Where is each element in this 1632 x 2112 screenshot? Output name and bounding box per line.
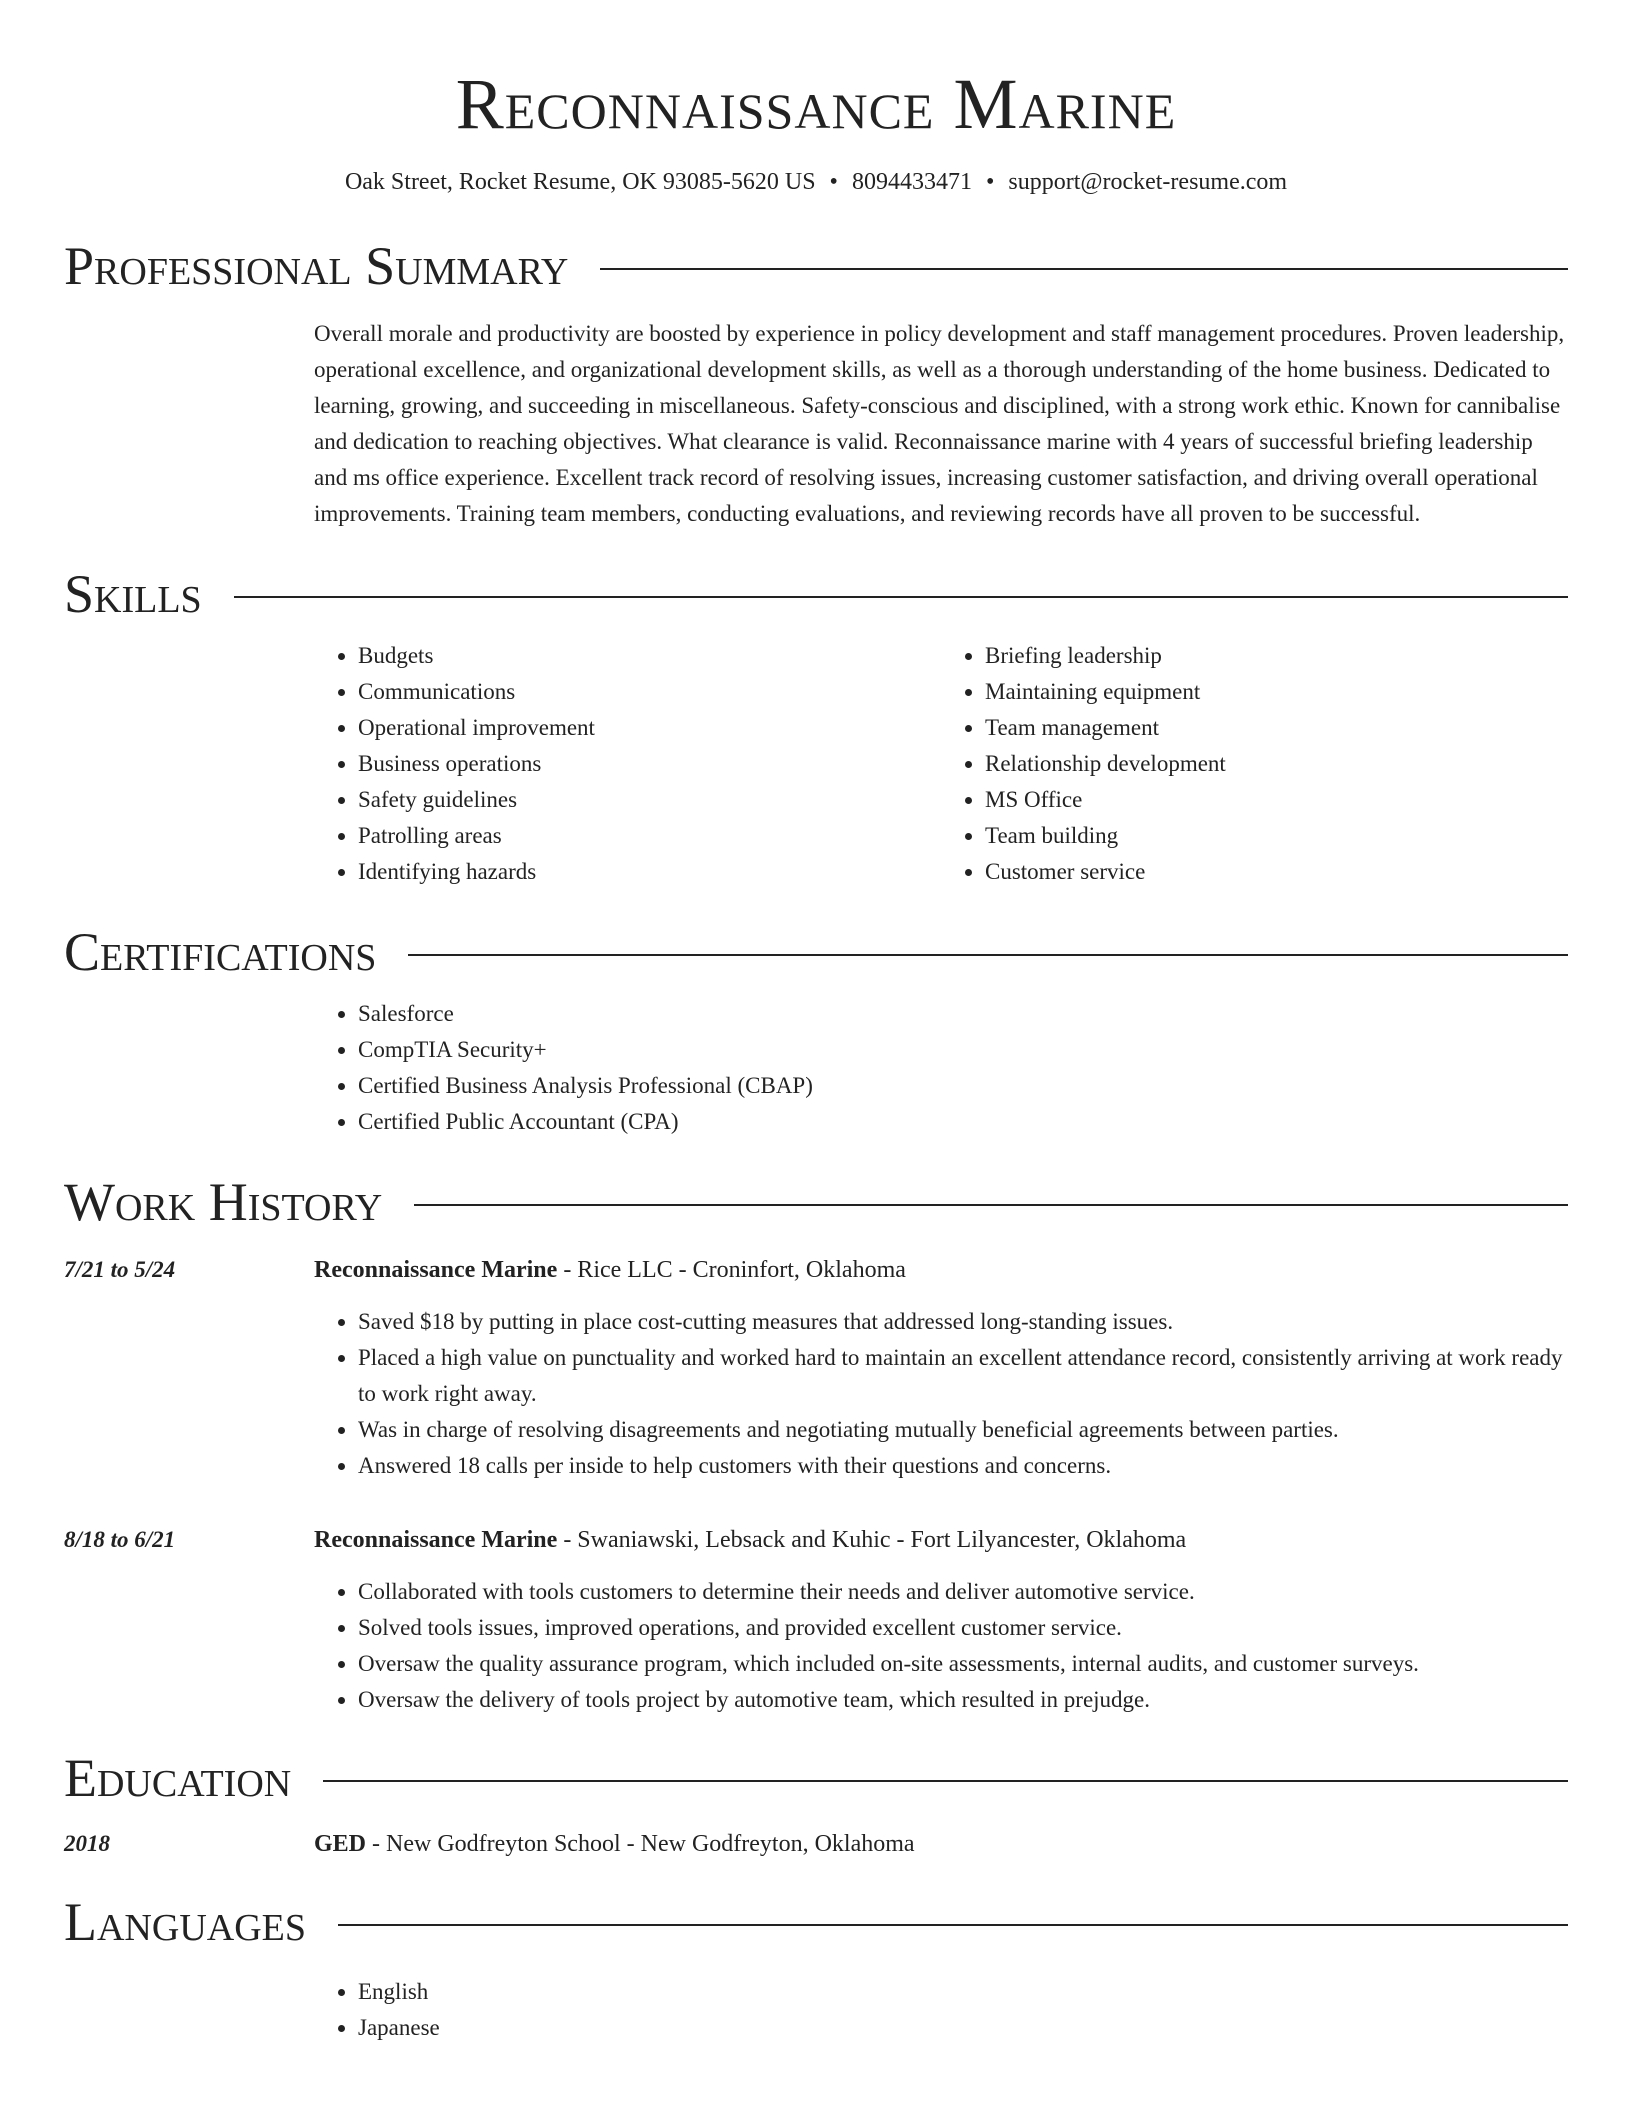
education-year: 2018 bbox=[64, 1831, 110, 1856]
job-bullet: • Oversaw the quality assurance program, which included on-site assessments, internal audits, and customer surveys. bbox=[358, 1646, 1568, 1682]
skills-column-right bbox=[941, 638, 1568, 890]
language-item: • Japanese bbox=[358, 2010, 1568, 2046]
certifications-section-header bbox=[64, 920, 1568, 984]
job-bullets bbox=[314, 1304, 1568, 1484]
skill-item: • Identifying hazards bbox=[358, 854, 941, 890]
certifications-section-title: Certifications bbox=[64, 922, 377, 982]
skill-item: • Business operations bbox=[358, 746, 941, 782]
summary-text: Overall morale and productivity are boosted by experience in policy development and staff management procedures. Proven leadership, operational excellence, and organizational development skills, as well as a thorough understanding of the home business. Dedicated to learning, growing, and succeeding in miscellaneous. Safety-conscious and disciplined, with a strong work ethic. Known for cannibalise and dedication to reaching objectives. What clearance is valid. Reconnaissance marine with 4 years of successful briefing leadership and ms office experience. Excellent track record of resolving issues, increasing customer satisfaction, and driving overall operational improvements. Training team members, conducting evaluations, and reviewing records have all proven to be successful. bbox=[314, 321, 1565, 526]
skill-item: • Budgets bbox=[358, 638, 941, 674]
job-bullet: • Was in charge of resolving disagreements and negotiating mutually beneficial agreements between parties. bbox=[358, 1412, 1568, 1448]
skill-item: • MS Office bbox=[985, 782, 1568, 818]
skill-item: • Relationship development bbox=[985, 746, 1568, 782]
job-details: - Swaniawski, Lebsack and Kuhic - Fort Lilyancester, Oklahoma bbox=[557, 1527, 1187, 1553]
skill-item: • Maintaining equipment bbox=[985, 674, 1568, 710]
work-section-title: Work History bbox=[64, 1172, 383, 1232]
job-bullet: • Saved $18 by putting in place cost-cutting measures that addressed long-standing issues. bbox=[358, 1304, 1568, 1340]
job-bullets bbox=[314, 1574, 1568, 1718]
contact-line bbox=[64, 166, 1568, 198]
education-entry bbox=[64, 1826, 1568, 1862]
section-divider bbox=[408, 954, 1568, 956]
skills-column-left bbox=[314, 638, 941, 890]
contact-separator: • bbox=[829, 169, 838, 195]
languages-section-title: Languages bbox=[64, 1892, 306, 1952]
languages-section-header bbox=[64, 1890, 1568, 1954]
job-details: - Rice LLC - Croninfort, Oklahoma bbox=[557, 1257, 906, 1283]
section-divider bbox=[600, 268, 1568, 270]
section-divider bbox=[323, 1780, 1568, 1782]
education-section-title: Education bbox=[64, 1748, 292, 1808]
certification-item: • Certified Public Accountant (CPA) bbox=[358, 1104, 1568, 1140]
certification-item: • CompTIA Security+ bbox=[358, 1032, 1568, 1068]
job-entry bbox=[64, 1252, 1568, 1484]
job-bullet: • Placed a high value on punctuality and worked hard to maintain an excellent attendance record, consistently arriving at work ready to work right away. bbox=[358, 1340, 1568, 1412]
contact-email: support@rocket-resume.com bbox=[1008, 169, 1288, 195]
job-entry bbox=[64, 1522, 1568, 1718]
job-title: Reconnaissance Marine bbox=[314, 1257, 558, 1283]
job-heading bbox=[314, 1522, 1568, 1558]
contact-address: Oak Street, Rocket Resume, OK 93085-5620 US bbox=[344, 169, 816, 195]
job-title: Reconnaissance Marine bbox=[314, 1527, 558, 1553]
education-heading bbox=[314, 1826, 1568, 1862]
language-item: • English bbox=[358, 1974, 1568, 2010]
skill-item: • Safety guidelines bbox=[358, 782, 941, 818]
job-bullet: • Answered 18 calls per inside to help customers with their questions and concerns. bbox=[358, 1448, 1568, 1484]
section-divider bbox=[414, 1204, 1568, 1206]
job-dates: 7/21 to 5/24 bbox=[64, 1257, 176, 1282]
certifications-list bbox=[314, 996, 1568, 1140]
skill-item: • Communications bbox=[358, 674, 941, 710]
languages-list bbox=[314, 1974, 1568, 2046]
education-details: - New Godfreyton School - New Godfreyton, Oklahoma bbox=[366, 1831, 915, 1857]
contact-phone: 8094433471 bbox=[851, 169, 972, 195]
work-section-header bbox=[64, 1170, 1568, 1234]
job-bullet: • Collaborated with tools customers to determine their needs and deliver automotive service. bbox=[358, 1574, 1568, 1610]
job-bullet: • Oversaw the delivery of tools project by automotive team, which resulted in prejudge. bbox=[358, 1682, 1568, 1718]
skills-section-title: Skills bbox=[64, 564, 202, 624]
job-dates: 8/18 to 6/21 bbox=[64, 1527, 176, 1552]
certification-item: • Salesforce bbox=[358, 996, 1568, 1032]
certification-item: • Certified Business Analysis Professional (CBAP) bbox=[358, 1068, 1568, 1104]
candidate-name: Reconnaissance Marine bbox=[455, 64, 1177, 144]
skill-item: • Team building bbox=[985, 818, 1568, 854]
job-bullet: • Solved tools issues, improved operations, and provided excellent customer service. bbox=[358, 1610, 1568, 1646]
contact-separator: • bbox=[985, 169, 995, 195]
skills-section-header bbox=[64, 562, 1568, 626]
job-heading bbox=[314, 1252, 1568, 1288]
section-divider bbox=[338, 1924, 1568, 1926]
skill-item: • Team management bbox=[985, 710, 1568, 746]
section-divider bbox=[234, 596, 1568, 598]
education-section-header bbox=[64, 1746, 1568, 1810]
skill-item: • Customer service bbox=[985, 854, 1568, 890]
summary-section-header bbox=[64, 234, 1568, 298]
skill-item: • Patrolling areas bbox=[358, 818, 941, 854]
summary-section-title: Professional Summary bbox=[64, 236, 569, 296]
skill-item: • Briefing leadership bbox=[985, 638, 1568, 674]
skill-item: • Operational improvement bbox=[358, 710, 941, 746]
education-degree: GED bbox=[314, 1831, 367, 1857]
skills-list bbox=[314, 638, 1568, 890]
